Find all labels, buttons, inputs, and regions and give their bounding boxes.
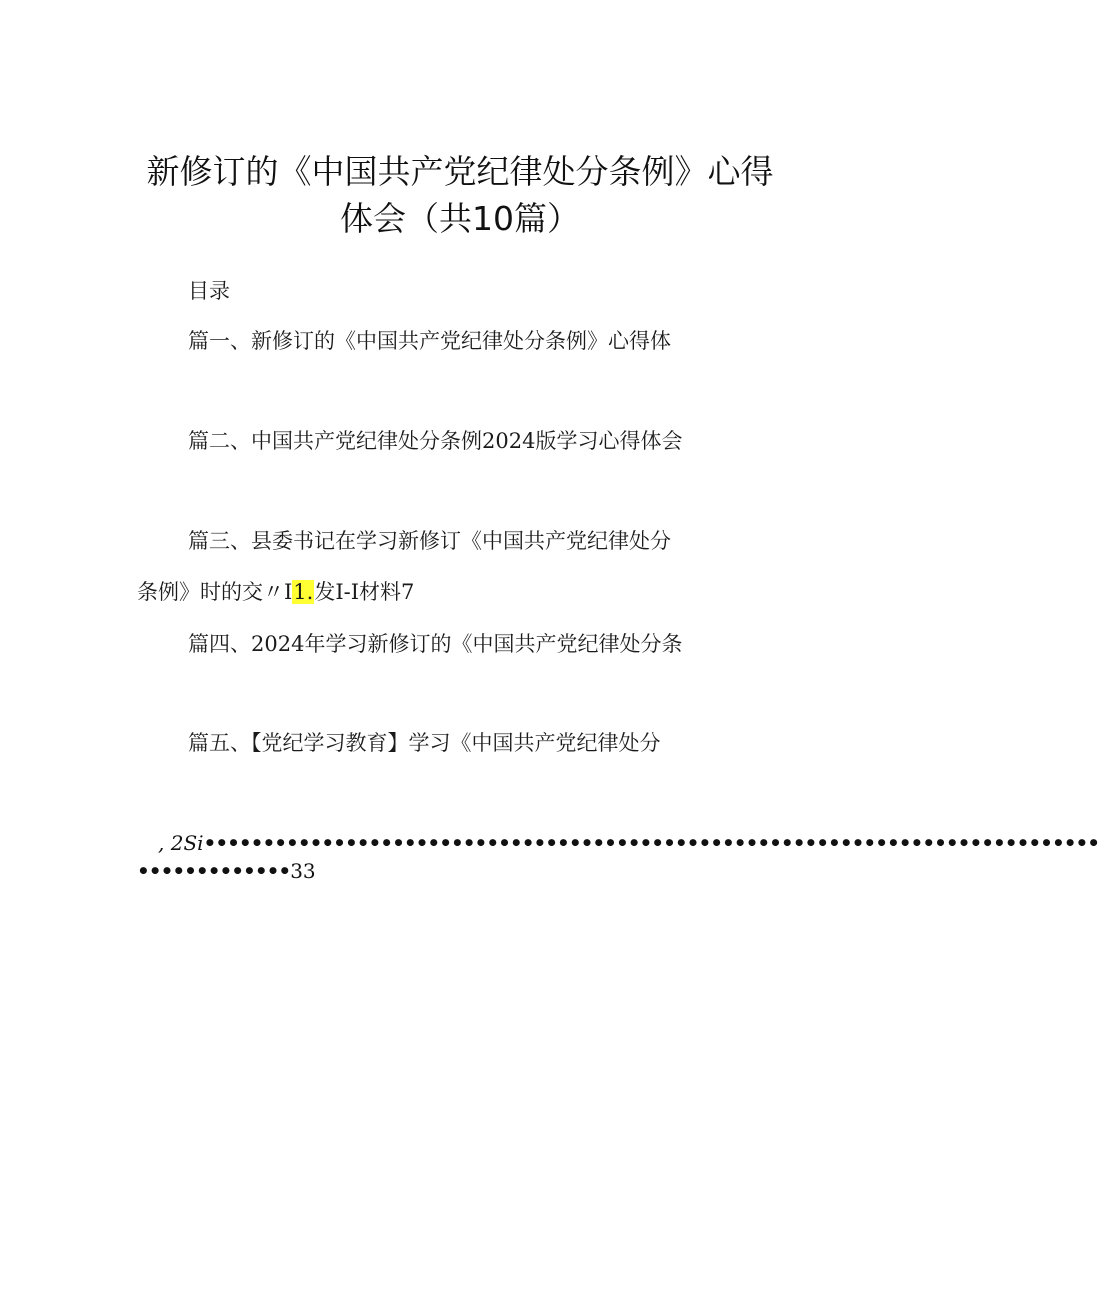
toc-item-5: 篇五、【党纪学习教育】学习《中国共产党纪律处分 (188, 731, 661, 755)
toc-leader-row-1 (158, 830, 1099, 856)
toc-item-4: 篇四、2024年学习新修订的《中国共产党纪律处分条 (188, 632, 683, 656)
toc-item-3-line-2-suffix: 发I-I材料7 (314, 580, 415, 604)
document-title-line-1: 新修订的《中国共产党纪律处分条例》心得 (146, 152, 774, 191)
toc-leader-row-2 (137, 858, 316, 884)
dot-leader: ••••••••••••• (137, 859, 291, 883)
toc-item-1: 篇一、新修订的《中国共产党纪律处分条例》心得体 (188, 329, 671, 353)
toc-item-3-line-1: 篇三、县委书记在学习新修订《中国共产党纪律处分 (188, 529, 671, 553)
toc-item-2: 篇二、中国共产党纪律处分条例2024版学习心得体会 (188, 429, 683, 453)
toc-item-3-line-2 (137, 578, 414, 606)
dot-leader: •••••••••••••••••••••••••••••••••••••••••••••••••••••••••••••••••••••••••••• (203, 831, 1099, 855)
toc-item-3-line-2-prefix: 条例》时的交〃I (137, 580, 293, 604)
toc-heading: 目录 (188, 279, 230, 303)
garbled-prefix: , 2Si (158, 831, 204, 855)
highlighted-text: 1. (293, 580, 314, 604)
page-number: 33 (290, 859, 316, 883)
document-title-line-2: 体会（共10篇） (340, 199, 580, 238)
